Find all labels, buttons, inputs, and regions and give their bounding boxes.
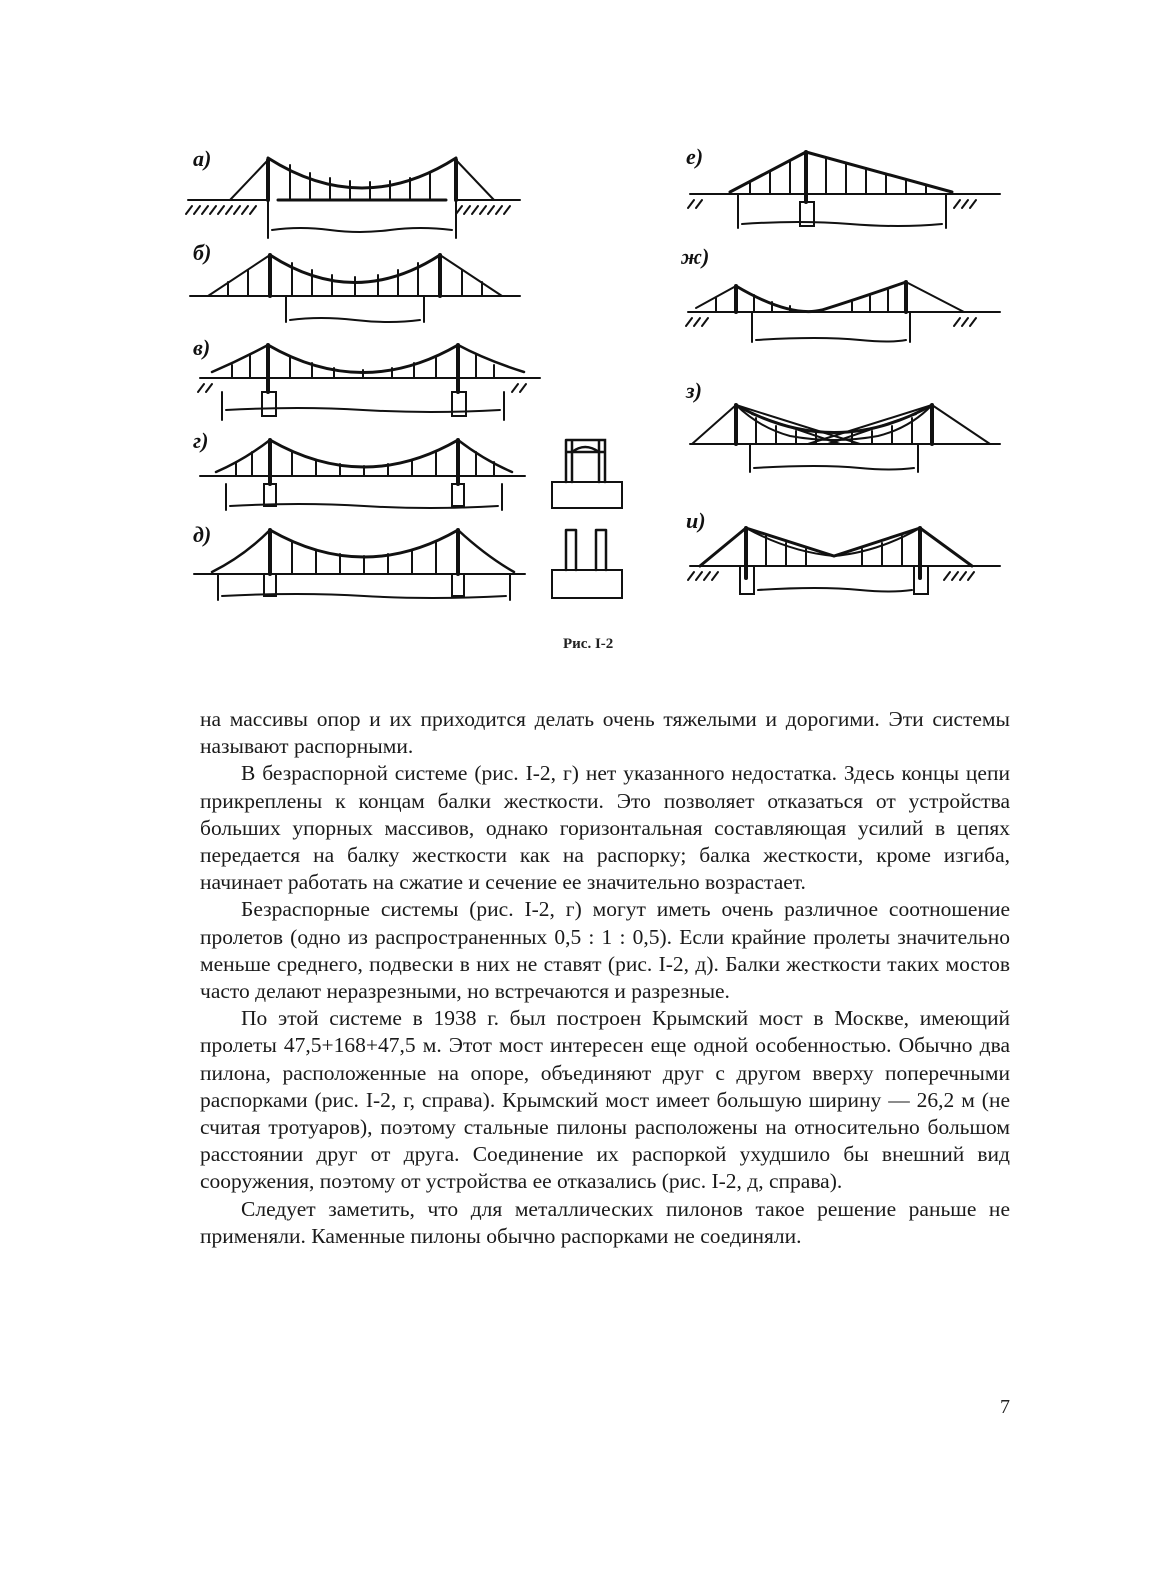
diagram-i [688, 528, 1000, 594]
paragraph: По этой системе в 1938 г. был построен Крымский мост в Москве, имеющий пролеты 47,5+168+47,5 м. Этот мост интересен еще одной особенностью. Обычно два пилона, расположенные на опоре, объединяют друг с другом вверху поперечными распорками (рис. I-2, г, справа). Крымский мост имеет большую ширину — 26,2 м (не считая тротуаров), поэтому стальные пилоны расположены на относительно большом расстоянии друг от друга. Соединение их распоркой ухудшило бы внешний вид сооружения, поэтому от устройства ее отказались (рис. I-2, д, справа). [200, 1006, 1010, 1194]
panel-label-a: а) [193, 146, 212, 171]
figure-caption: Рис. I-2 [563, 636, 614, 652]
diagram-b [190, 255, 520, 322]
diagram-a [186, 158, 520, 238]
diagram-zh [686, 282, 1000, 342]
page-number: 7 [1000, 1396, 1010, 1418]
panel-label-b: б) [193, 240, 212, 265]
diagram-z [690, 405, 1000, 472]
diagram-g [200, 440, 622, 510]
panel-label-v: в) [193, 335, 211, 360]
paragraph: В безраспорной системе (рис. I-2, г) нет указанного недостатка. Здесь концы цепи прикреплены к концам балки жесткости. Это позволяет отказаться от устройства больших упорных массивов, однако горизонтальная составляющая усилий в цепях передается на балку жесткости как на распорку; балка жесткости, кроме изгиба, начинает работать на сжатие и сечение ее значительно возрастает. [200, 761, 1010, 895]
panel-label-zh: ж) [681, 244, 710, 269]
paragraph: на массивы опор и их приходится делать очень тяжелыми и дорогими. Эти системы называют распорными. [200, 707, 1010, 759]
diagram-e [688, 152, 1000, 228]
panel-label-g: г) [193, 428, 209, 453]
panel-label-z: з) [686, 378, 702, 403]
paragraph: Безраспорные системы (рис. I-2, г) могут иметь очень различное соотношение пролетов (одно из распространенных 0,5 : 1 : 0,5). Если крайние пролеты значительно меньше среднего, подвески в них не ставят (рис. I-2, д). Балки жесткости таких мостов часто делают неразрезными, но встречаются и разрезные. [200, 897, 1010, 1004]
body-text [200, 706, 1010, 1250]
panel-label-e: е) [686, 144, 704, 169]
bridge-figure [0, 0, 1163, 690]
diagram-d [194, 530, 622, 600]
paragraph: Следует заметить, что для металлических пилонов такое решение раньше не применяли. Каменные пилоны обычно распорками не соединяли. [200, 1196, 1010, 1248]
panel-label-i: и) [686, 508, 706, 533]
panel-label-d: д) [193, 522, 212, 547]
diagram-v [198, 345, 540, 420]
